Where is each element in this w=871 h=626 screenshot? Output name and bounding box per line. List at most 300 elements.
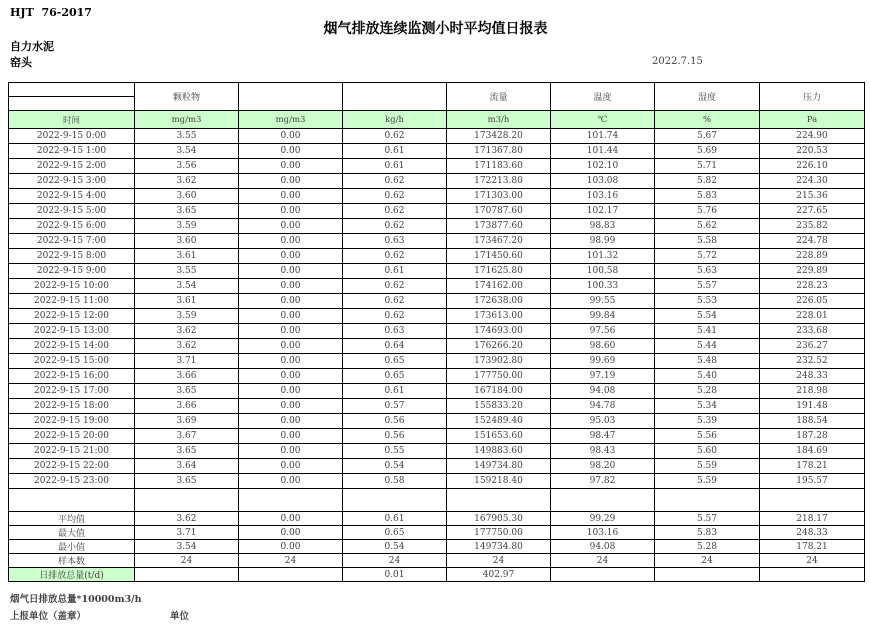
cell-value: 3.54 [135, 144, 239, 159]
summary-value: 0.01 [343, 568, 447, 582]
cell-value: 177750.00 [447, 369, 551, 384]
cell-value: 98.47 [551, 429, 655, 444]
standard-label: HJT 76-2017 [10, 6, 92, 19]
summary-label: 最大值 [9, 526, 135, 540]
cell-value: 3.54 [135, 279, 239, 294]
cell-value: 228.01 [760, 309, 865, 324]
summary-value [760, 568, 865, 582]
summary-value: 0.65 [343, 526, 447, 540]
spacer-cell [9, 489, 135, 512]
cell-value: 173613.00 [447, 309, 551, 324]
summary-value: 24 [239, 554, 343, 568]
cell-value: 98.60 [551, 339, 655, 354]
cell-value: 0.62 [343, 174, 447, 189]
cell-value: 3.66 [135, 369, 239, 384]
cell-value: 102.10 [551, 159, 655, 174]
cell-value: 236.27 [760, 339, 865, 354]
time-header-cell: 时间 [9, 111, 135, 129]
cell-value: 0.00 [239, 474, 343, 489]
summary-value: 3.71 [135, 526, 239, 540]
cell-value: 5.54 [655, 309, 760, 324]
cell-value: 0.62 [343, 294, 447, 309]
cell-value: 3.62 [135, 339, 239, 354]
unit-cell: ℃ [551, 111, 655, 129]
cell-time: 2022-9-15 13:00 [9, 324, 135, 339]
cell-value: 0.65 [343, 369, 447, 384]
unit-cell: m3/h [447, 111, 551, 129]
cell-time: 2022-9-15 19:00 [9, 414, 135, 429]
cell-value: 100.58 [551, 264, 655, 279]
cell-value: 0.00 [239, 369, 343, 384]
data-row [9, 474, 865, 489]
summary-row [9, 512, 865, 526]
unit-cell: % [655, 111, 760, 129]
cell-value: 5.63 [655, 264, 760, 279]
cell-time: 2022-9-15 8:00 [9, 249, 135, 264]
cell-value: 5.60 [655, 444, 760, 459]
cell-value: 3.61 [135, 249, 239, 264]
summary-value: 0.54 [343, 540, 447, 554]
cell-value: 155833.20 [447, 399, 551, 414]
report-table [8, 82, 865, 582]
cell-time: 2022-9-15 17:00 [9, 384, 135, 399]
data-row [9, 414, 865, 429]
data-row [9, 459, 865, 474]
param-header-pressure: 压力 [760, 83, 865, 111]
cell-value: 226.05 [760, 294, 865, 309]
cell-value: 5.39 [655, 414, 760, 429]
report-title: 烟气排放连续监测小时平均值日报表 [323, 21, 548, 37]
summary-value: 24 [760, 554, 865, 568]
param-header-blank-2 [343, 83, 447, 111]
cell-value: 3.55 [135, 129, 239, 144]
cell-value: 5.71 [655, 159, 760, 174]
cell-time: 2022-9-15 11:00 [9, 294, 135, 309]
footer-unit-label: 单位 [170, 611, 190, 622]
cell-value: 0.00 [239, 384, 343, 399]
cell-value: 100.33 [551, 279, 655, 294]
data-row [9, 309, 865, 324]
cell-value: 187.28 [760, 429, 865, 444]
cell-value: 220.53 [760, 144, 865, 159]
summary-label: 最小值 [9, 540, 135, 554]
cell-value: 5.40 [655, 369, 760, 384]
cell-time: 2022-9-15 0:00 [9, 129, 135, 144]
cell-value: 195.57 [760, 474, 865, 489]
cell-value: 232.52 [760, 354, 865, 369]
cell-value: 149734.80 [447, 459, 551, 474]
cell-value: 176266.20 [447, 339, 551, 354]
cell-value: 188.54 [760, 414, 865, 429]
cell-value: 215.36 [760, 189, 865, 204]
data-row [9, 234, 865, 249]
unit-cell: mg/m3 [135, 111, 239, 129]
cell-time: 2022-9-15 9:00 [9, 264, 135, 279]
summary-value: 177750.00 [447, 526, 551, 540]
cell-value: 0.55 [343, 444, 447, 459]
data-row [9, 384, 865, 399]
cell-value: 97.19 [551, 369, 655, 384]
cell-value: 3.56 [135, 159, 239, 174]
summary-value: 149734.80 [447, 540, 551, 554]
data-row [9, 354, 865, 369]
cell-value: 5.72 [655, 249, 760, 264]
cell-value: 0.00 [239, 219, 343, 234]
cell-time: 2022-9-15 20:00 [9, 429, 135, 444]
cell-value: 0.00 [239, 279, 343, 294]
cell-value: 0.00 [239, 159, 343, 174]
data-row [9, 249, 865, 264]
data-row [9, 189, 865, 204]
summary-value: 24 [343, 554, 447, 568]
param-header-blank-1 [239, 83, 343, 111]
summary-value: 402.97 [447, 568, 551, 582]
spacer-cell [447, 489, 551, 512]
summary-value [239, 568, 343, 582]
cell-value: 5.48 [655, 354, 760, 369]
cell-value: 0.62 [343, 309, 447, 324]
cell-value: 3.65 [135, 384, 239, 399]
cell-value: 0.56 [343, 429, 447, 444]
cell-time: 2022-9-15 7:00 [9, 234, 135, 249]
cell-value: 5.28 [655, 384, 760, 399]
cell-value: 0.63 [343, 234, 447, 249]
summary-value: 0.00 [239, 526, 343, 540]
cell-value: 170787.60 [447, 204, 551, 219]
param-header-temperature: 温度 [551, 83, 655, 111]
summary-value: 0.61 [343, 512, 447, 526]
cell-value: 0.62 [343, 204, 447, 219]
cell-value: 5.59 [655, 459, 760, 474]
summary-value: 24 [447, 554, 551, 568]
cell-value: 173877.60 [447, 219, 551, 234]
param-header-humidity: 湿度 [655, 83, 760, 111]
units-row [9, 111, 865, 129]
cell-value: 0.54 [343, 459, 447, 474]
cell-value: 167184.00 [447, 384, 551, 399]
cell-value: 3.69 [135, 414, 239, 429]
cell-value: 0.00 [239, 129, 343, 144]
cell-value: 0.62 [343, 249, 447, 264]
cell-value: 191.48 [760, 399, 865, 414]
cell-value: 0.64 [343, 339, 447, 354]
summary-value: 3.54 [135, 540, 239, 554]
data-row [9, 264, 865, 279]
spacer-cell [343, 489, 447, 512]
summary-value: 218.17 [760, 512, 865, 526]
cell-value: 0.61 [343, 159, 447, 174]
cell-value: 5.44 [655, 339, 760, 354]
summary-value: 0.00 [239, 512, 343, 526]
company-name: 自力水泥 [10, 40, 54, 53]
cell-value: 5.41 [655, 324, 760, 339]
cell-time: 2022-9-15 18:00 [9, 399, 135, 414]
cell-value: 171303.00 [447, 189, 551, 204]
cell-time: 2022-9-15 3:00 [9, 174, 135, 189]
cell-value: 99.84 [551, 309, 655, 324]
corner-cell-bottom [9, 97, 135, 111]
cell-value: 5.59 [655, 474, 760, 489]
cell-value: 3.62 [135, 324, 239, 339]
cell-value: 172638.00 [447, 294, 551, 309]
cell-time: 2022-9-15 6:00 [9, 219, 135, 234]
data-row [9, 219, 865, 234]
summary-row [9, 526, 865, 540]
summary-value: 99.29 [551, 512, 655, 526]
cell-value: 103.16 [551, 189, 655, 204]
spacer-cell [551, 489, 655, 512]
param-header-flow: 流量 [447, 83, 551, 111]
cell-value: 101.44 [551, 144, 655, 159]
cell-value: 171183.60 [447, 159, 551, 174]
summary-value: 103.16 [551, 526, 655, 540]
cell-value: 5.69 [655, 144, 760, 159]
cell-value: 0.56 [343, 414, 447, 429]
data-row [9, 429, 865, 444]
cell-value: 224.30 [760, 174, 865, 189]
summary-row [9, 540, 865, 554]
cell-value: 174693.00 [447, 324, 551, 339]
summary-value [135, 568, 239, 582]
corner-cell-top [9, 83, 135, 97]
location-name: 窑头 [10, 56, 32, 69]
cell-value: 97.82 [551, 474, 655, 489]
cell-value: 0.00 [239, 399, 343, 414]
data-row [9, 129, 865, 144]
cell-value: 3.60 [135, 189, 239, 204]
cell-value: 5.83 [655, 189, 760, 204]
cell-value: 103.08 [551, 174, 655, 189]
data-row [9, 159, 865, 174]
data-row [9, 444, 865, 459]
summary-value: 178.21 [760, 540, 865, 554]
summary-value: 24 [655, 554, 760, 568]
cell-value: 3.59 [135, 219, 239, 234]
cell-value: 94.78 [551, 399, 655, 414]
cell-value: 98.20 [551, 459, 655, 474]
cell-value: 0.00 [239, 459, 343, 474]
cell-value: 0.65 [343, 354, 447, 369]
cell-value: 99.69 [551, 354, 655, 369]
cell-value: 224.78 [760, 234, 865, 249]
cell-value: 3.62 [135, 174, 239, 189]
cell-value: 173902.80 [447, 354, 551, 369]
cell-value: 0.00 [239, 444, 343, 459]
cell-value: 229.89 [760, 264, 865, 279]
cell-value: 3.61 [135, 294, 239, 309]
data-rows [9, 129, 865, 582]
data-row [9, 174, 865, 189]
cell-value: 5.53 [655, 294, 760, 309]
cell-value: 3.67 [135, 429, 239, 444]
cell-time: 2022-9-15 15:00 [9, 354, 135, 369]
cell-value: 0.00 [239, 414, 343, 429]
cell-time: 2022-9-15 5:00 [9, 204, 135, 219]
cell-value: 0.00 [239, 324, 343, 339]
cell-value: 3.71 [135, 354, 239, 369]
cell-value: 3.65 [135, 204, 239, 219]
cell-value: 99.55 [551, 294, 655, 309]
cell-value: 5.58 [655, 234, 760, 249]
summary-label: 样本数 [9, 554, 135, 568]
cell-time: 2022-9-15 23:00 [9, 474, 135, 489]
summary-value: 5.83 [655, 526, 760, 540]
summary-value [655, 568, 760, 582]
cell-value: 0.63 [343, 324, 447, 339]
spacer-row [9, 489, 865, 512]
cell-time: 2022-9-15 22:00 [9, 459, 135, 474]
cell-value: 178.21 [760, 459, 865, 474]
cell-value: 173428.20 [447, 129, 551, 144]
cell-value: 226.10 [760, 159, 865, 174]
spacer-cell [655, 489, 760, 512]
cell-value: 228.89 [760, 249, 865, 264]
cell-value: 0.00 [239, 264, 343, 279]
cell-value: 102.17 [551, 204, 655, 219]
summary-value: 5.28 [655, 540, 760, 554]
cell-value: 235.82 [760, 219, 865, 234]
cell-value: 0.62 [343, 219, 447, 234]
cell-value: 0.62 [343, 129, 447, 144]
cell-time: 2022-9-15 21:00 [9, 444, 135, 459]
cell-value: 224.90 [760, 129, 865, 144]
cell-value: 5.57 [655, 279, 760, 294]
summary-value: 5.57 [655, 512, 760, 526]
report-table-container [8, 82, 865, 582]
cell-value: 5.67 [655, 129, 760, 144]
cell-value: 174162.00 [447, 279, 551, 294]
unit-cell: mg/m3 [239, 111, 343, 129]
summary-value: 3.62 [135, 512, 239, 526]
param-header-particulate: 颗粒物 [135, 83, 239, 111]
data-row [9, 339, 865, 354]
spacer-cell [135, 489, 239, 512]
summary-value: 94.08 [551, 540, 655, 554]
unit-cell: kg/h [343, 111, 447, 129]
cell-value: 173467.20 [447, 234, 551, 249]
cell-value: 3.59 [135, 309, 239, 324]
cell-value: 0.00 [239, 189, 343, 204]
cell-value: 5.76 [655, 204, 760, 219]
cell-value: 3.65 [135, 444, 239, 459]
cell-value: 233.68 [760, 324, 865, 339]
param-header-row [9, 83, 865, 97]
cell-value: 218.98 [760, 384, 865, 399]
cell-value: 5.34 [655, 399, 760, 414]
summary-row [9, 554, 865, 568]
cell-value: 0.61 [343, 144, 447, 159]
cell-value: 95.03 [551, 414, 655, 429]
data-row [9, 144, 865, 159]
cell-value: 0.00 [239, 309, 343, 324]
cell-value: 5.62 [655, 219, 760, 234]
data-row [9, 294, 865, 309]
cell-value: 151653.60 [447, 429, 551, 444]
summary-row [9, 568, 865, 582]
summary-label: 平均值 [9, 512, 135, 526]
cell-value: 0.61 [343, 264, 447, 279]
cell-value: 97.56 [551, 324, 655, 339]
cell-value: 0.00 [239, 249, 343, 264]
cell-time: 2022-9-15 14:00 [9, 339, 135, 354]
cell-value: 0.00 [239, 144, 343, 159]
spacer-cell [239, 489, 343, 512]
cell-time: 2022-9-15 4:00 [9, 189, 135, 204]
cell-value: 171367.80 [447, 144, 551, 159]
summary-value: 0.00 [239, 540, 343, 554]
cell-time: 2022-9-15 16:00 [9, 369, 135, 384]
data-row [9, 399, 865, 414]
cell-value: 5.82 [655, 174, 760, 189]
cell-value: 172213.80 [447, 174, 551, 189]
cell-time: 2022-9-15 12:00 [9, 309, 135, 324]
cell-time: 2022-9-15 10:00 [9, 279, 135, 294]
data-row [9, 279, 865, 294]
summary-label: 日排放总量(t/d) [9, 568, 135, 582]
cell-value: 3.60 [135, 234, 239, 249]
cell-value: 94.08 [551, 384, 655, 399]
cell-value: 101.32 [551, 249, 655, 264]
cell-value: 98.99 [551, 234, 655, 249]
summary-value [551, 568, 655, 582]
cell-value: 0.00 [239, 174, 343, 189]
cell-value: 98.43 [551, 444, 655, 459]
cell-value: 0.61 [343, 384, 447, 399]
cell-value: 0.00 [239, 294, 343, 309]
data-row [9, 369, 865, 384]
cell-value: 0.00 [239, 204, 343, 219]
cell-value: 0.62 [343, 279, 447, 294]
cell-value: 3.64 [135, 459, 239, 474]
cell-value: 0.00 [239, 429, 343, 444]
data-row [9, 204, 865, 219]
cell-value: 0.58 [343, 474, 447, 489]
cell-value: 3.66 [135, 399, 239, 414]
summary-value: 24 [551, 554, 655, 568]
report-date: 2022.7.15 [652, 56, 703, 67]
cell-value: 248.33 [760, 369, 865, 384]
cell-value: 228.23 [760, 279, 865, 294]
cell-value: 3.55 [135, 264, 239, 279]
cell-value: 227.65 [760, 204, 865, 219]
footer-total-note: 烟气日排放总量*10000m3/h [10, 594, 142, 605]
cell-value: 0.57 [343, 399, 447, 414]
cell-value: 0.00 [239, 234, 343, 249]
unit-cell: Pa [760, 111, 865, 129]
data-row [9, 324, 865, 339]
cell-value: 98.83 [551, 219, 655, 234]
summary-value: 248.33 [760, 526, 865, 540]
cell-value: 152489.40 [447, 414, 551, 429]
cell-value: 0.00 [239, 354, 343, 369]
spacer-cell [760, 489, 865, 512]
cell-value: 0.00 [239, 339, 343, 354]
cell-value: 5.56 [655, 429, 760, 444]
summary-value: 167905.30 [447, 512, 551, 526]
summary-value: 24 [135, 554, 239, 568]
cell-time: 2022-9-15 1:00 [9, 144, 135, 159]
cell-value: 101.74 [551, 129, 655, 144]
cell-time: 2022-9-15 2:00 [9, 159, 135, 174]
footer-report-unit: 上报单位（盖章） [10, 611, 87, 622]
cell-value: 184.69 [760, 444, 865, 459]
cell-value: 159218.40 [447, 474, 551, 489]
cell-value: 171450.60 [447, 249, 551, 264]
cell-value: 171625.80 [447, 264, 551, 279]
cell-value: 3.65 [135, 474, 239, 489]
cell-value: 0.62 [343, 189, 447, 204]
cell-value: 149883.60 [447, 444, 551, 459]
